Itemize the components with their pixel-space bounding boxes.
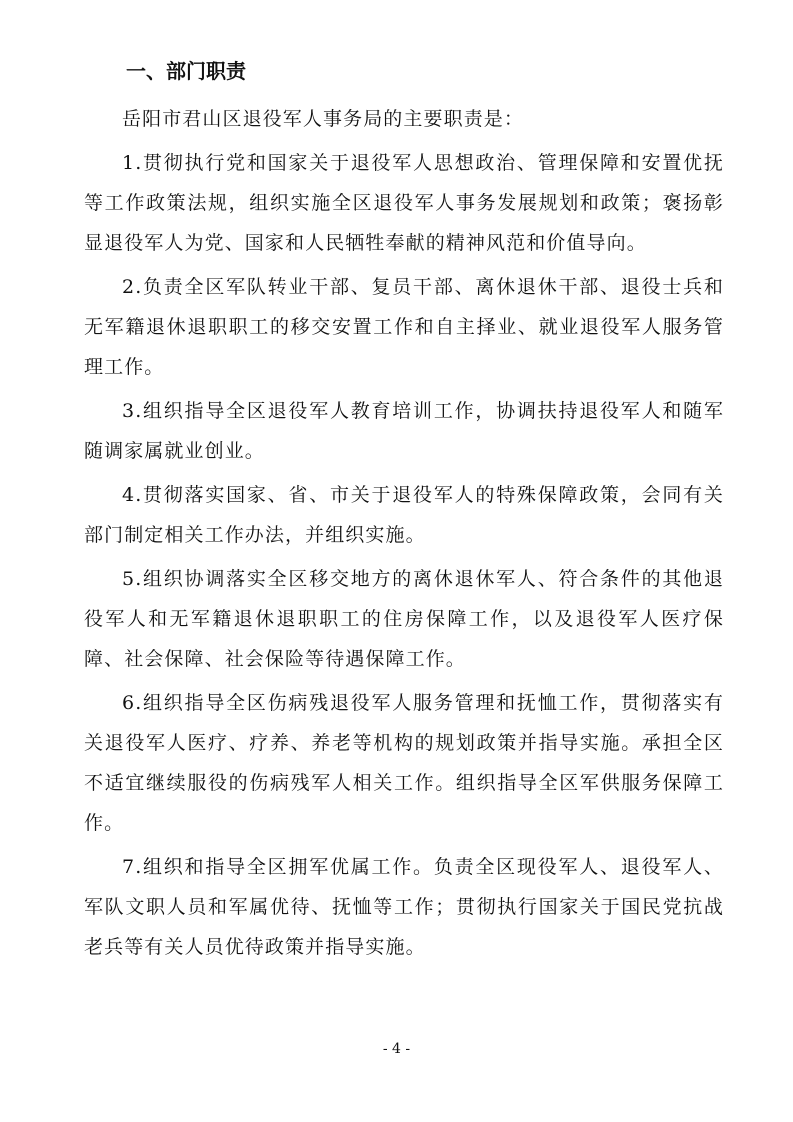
- duty-item-2: 2.负责全区军队转业干部、复员干部、离休退休干部、退役士兵和无军籍退休退职职工的移交安置工作和自主择业、就业退役军人服务管理工作。: [84, 276, 724, 378]
- page-number: - 4 -: [382, 1041, 411, 1057]
- duty-item-5: 5.组织协调落实全区移交地方的离休退休军人、符合条件的其他退役军人和无军籍退休退职职工的住房保障工作，以及退役军人医疗保障、社会保障、社会保险等待遇保障工作。: [84, 568, 724, 670]
- section-heading: 一、部门职责: [126, 59, 246, 83]
- document-body: [84, 99, 724, 971]
- duty-item-7: 7.组织和指导全区拥军优属工作。负责全区现役军人、退役军人、军队文职人员和军属优待、抚恤等工作；贯彻执行国家关于国民党抗战老兵等有关人员优待政策并指导实施。: [84, 856, 724, 958]
- duty-item-6: 6.组织指导全区伤病残退役军人服务管理和抚恤工作，贯彻落实有关退役军人医疗、疗养、养老等机构的规划政策并指导实施。承担全区不适宜继续服役的伤病残军人相关工作。组织指导全区军供服务保障工作。: [84, 692, 724, 834]
- duty-item-4: 4.贯彻落实国家、省、市关于退役军人的特殊保障政策，会同有关部门制定相关工作办法，并组织实施。: [84, 484, 724, 546]
- intro-paragraph: 岳阳市君山区退役军人事务局的主要职责是：: [122, 108, 525, 130]
- duty-item-1: 1.贯彻执行党和国家关于退役军人思想政治、管理保障和安置优抚等工作政策法规，组织实施全区退役军人事务发展规划和政策；褒扬彰显退役军人为党、国家和人民牺牲奉献的精神风范和价值导向。: [84, 152, 724, 254]
- duty-item-3: 3.组织指导全区退役军人教育培训工作，协调扶持退役军人和随军随调家属就业创业。: [84, 400, 724, 462]
